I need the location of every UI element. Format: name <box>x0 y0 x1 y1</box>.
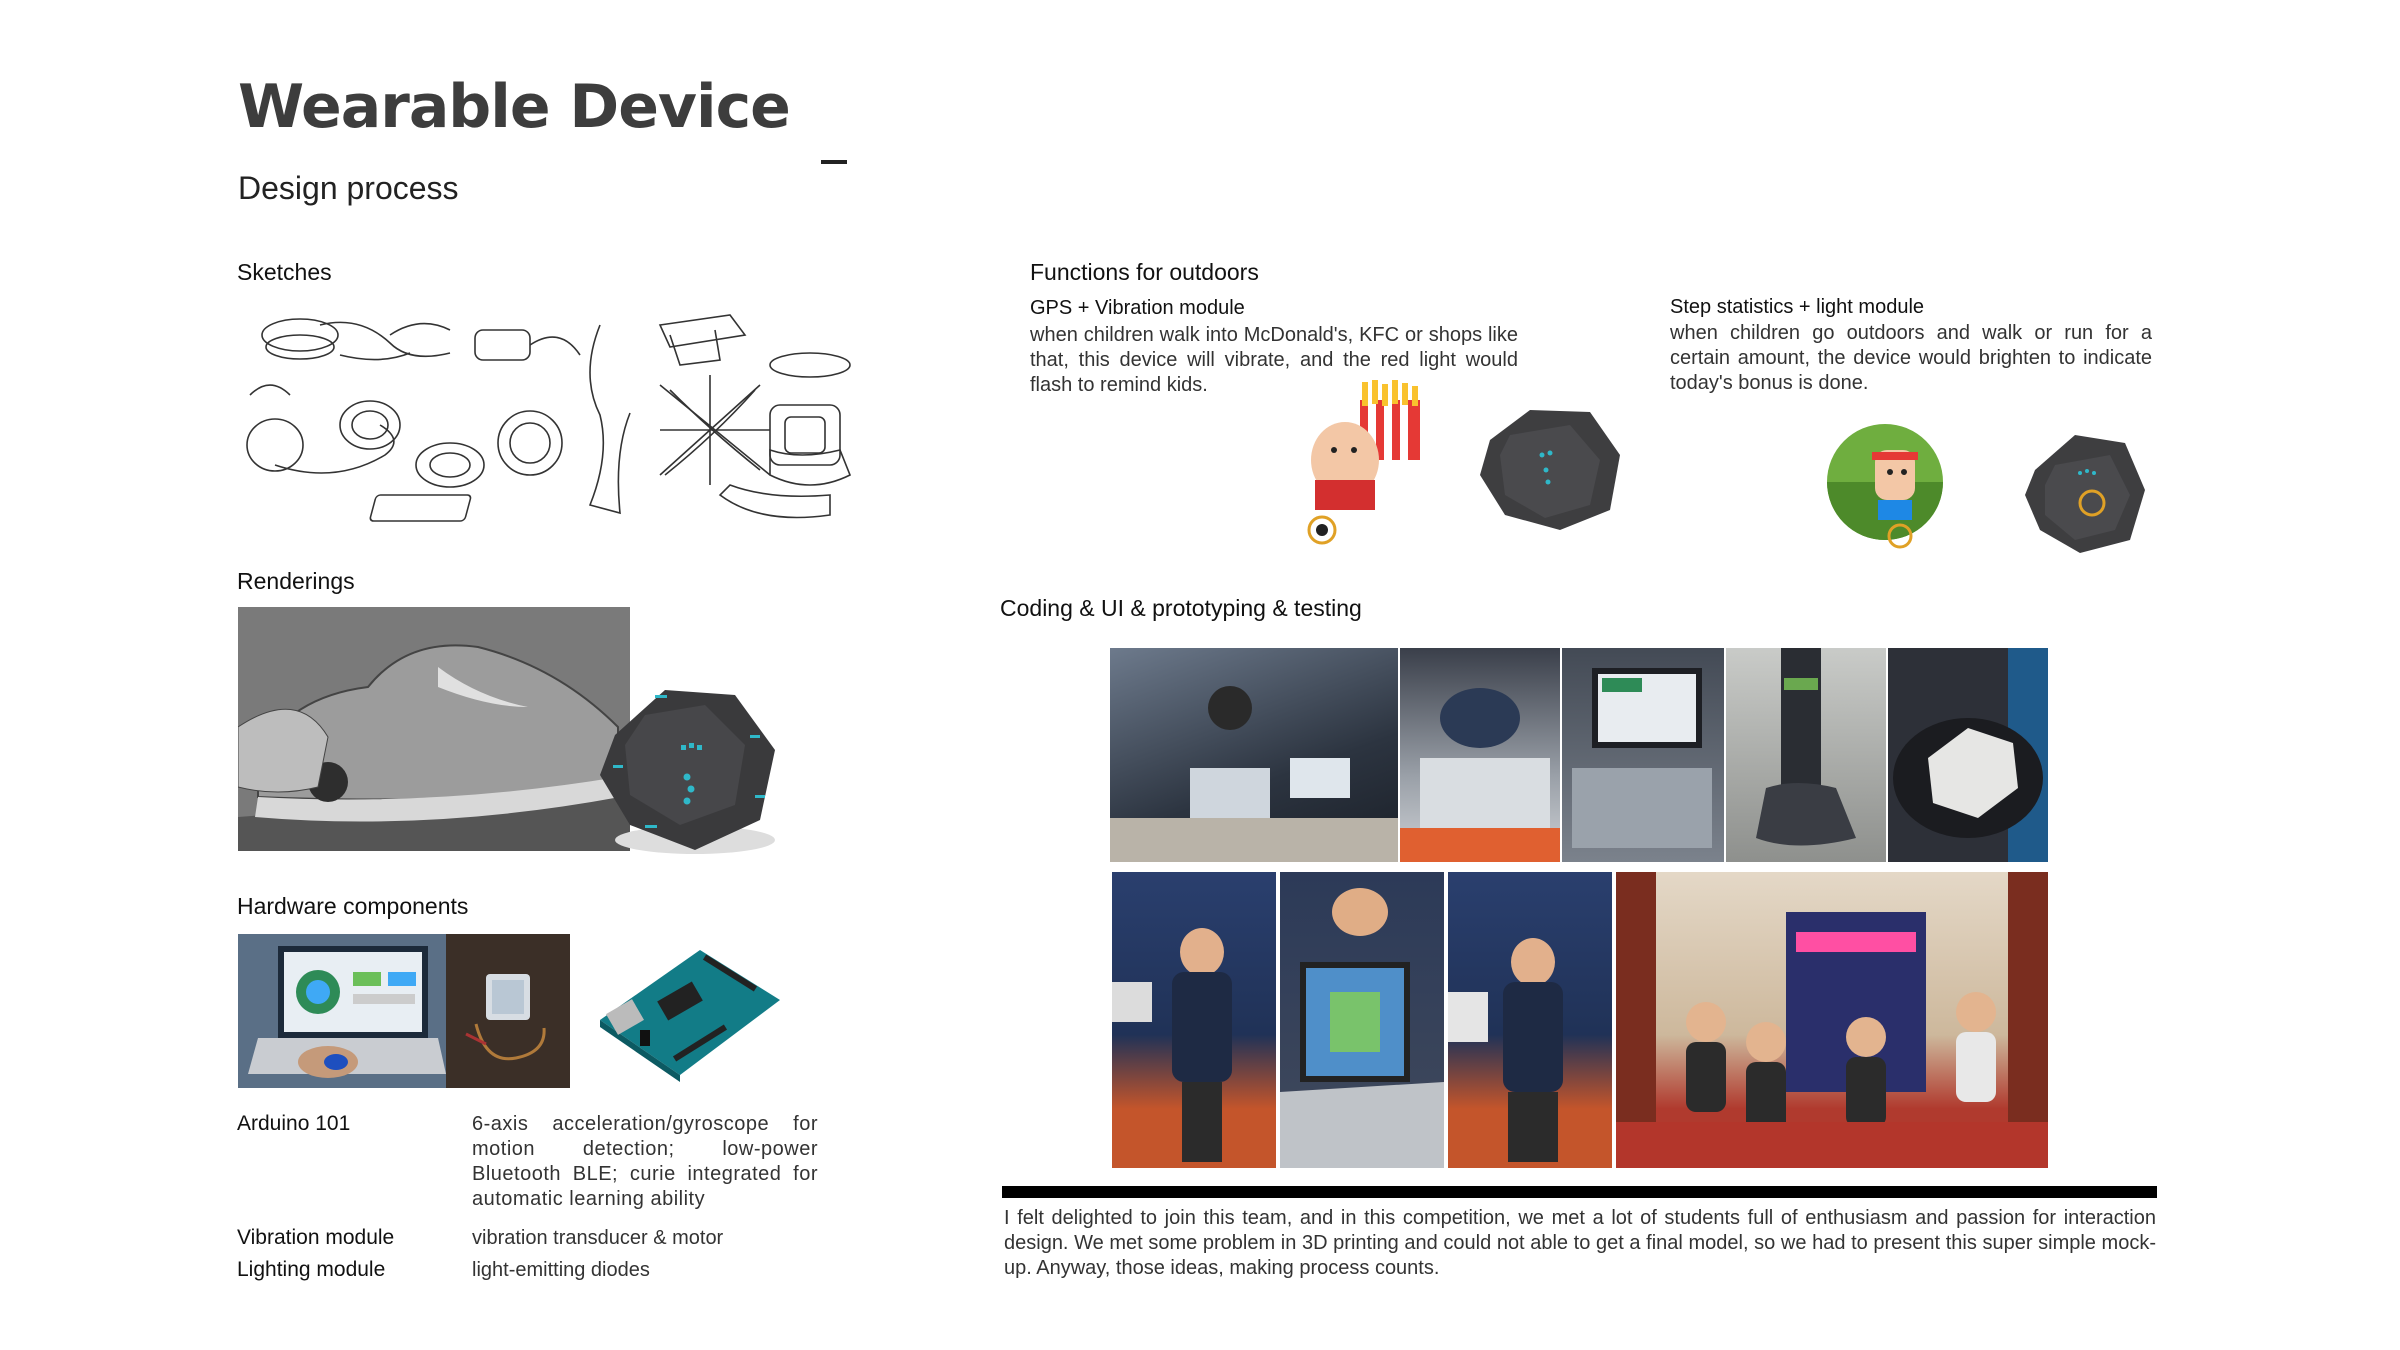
reflection-text: I felt delighted to join this team, and in this competition, we met a lot of students full of enthusiasm and passion for interaction design. We met some problem in 3D printing and could not able to get a final model, so we had to present this super simple mock-up. Anyway, those ideas, making process counts. <box>1004 1207 2156 1279</box>
sketches-heading: Sketches <box>237 259 332 285</box>
arduino-board-photo <box>580 930 790 1090</box>
runner-character-illustration <box>1820 420 1970 555</box>
reflection-divider-bar <box>1002 1186 2157 1198</box>
gps-desc: when children walk into McDonald's, KFC or shops like that, this device will vibrate, and the red light would flash to remind kids. <box>1030 324 1518 396</box>
team-coding-photo-3 <box>1562 648 1724 862</box>
component-desc-vibration: vibration transducer & motor <box>472 1227 724 1249</box>
step-desc: when children go outdoors and walk or run for a certain amount, the device would brighten to indicate today's bonus is done. <box>1670 322 2152 394</box>
team-coding-photo-2 <box>1400 648 1560 862</box>
rendering-shoe-photo <box>238 607 630 851</box>
component-name-arduino: Arduino 101 <box>237 1112 351 1135</box>
page-title: Wearable Device <box>238 72 790 142</box>
coding-heading: Coding & UI & prototyping & testing <box>1000 595 1362 621</box>
device-red-light-illustration <box>1470 400 1630 540</box>
team-testing-photo-2 <box>1448 872 1612 1168</box>
gps-title: GPS + Vibration module <box>1030 297 1245 319</box>
team-testing-shoe-photo <box>1726 648 1886 862</box>
device-render <box>585 675 785 865</box>
hardware-heading: Hardware components <box>237 893 469 919</box>
fries-character-illustration <box>1290 380 1440 550</box>
renderings-heading: Renderings <box>237 568 355 594</box>
team-coding-photo-1 <box>1110 648 1398 862</box>
step-title: Step statistics + light module <box>1670 296 1925 318</box>
functions-heading: Functions for outdoors <box>1030 259 1259 285</box>
hardware-module-photo <box>446 934 570 1088</box>
component-name-lighting: Lighting module <box>237 1258 386 1281</box>
page-subtitle: Design process <box>238 170 459 206</box>
team-group-photo <box>1616 872 2048 1168</box>
3d-print-photo <box>1888 648 2048 862</box>
title-dash-divider <box>821 160 847 164</box>
component-desc-arduino: 6-axis acceleration/gyroscope for motion detection; low-power Bluetooth BLE; curie integrated for automatic learning ability <box>472 1113 818 1210</box>
prototype-laptop-photo <box>1280 872 1444 1168</box>
component-name-vibration: Vibration module <box>237 1226 395 1249</box>
sketches-image <box>240 295 880 545</box>
hardware-laptop-photo <box>238 934 446 1088</box>
team-testing-photo-1 <box>1112 872 1276 1168</box>
device-bright-light-illustration <box>2020 425 2150 560</box>
component-desc-lighting: light-emitting diodes <box>472 1259 650 1281</box>
